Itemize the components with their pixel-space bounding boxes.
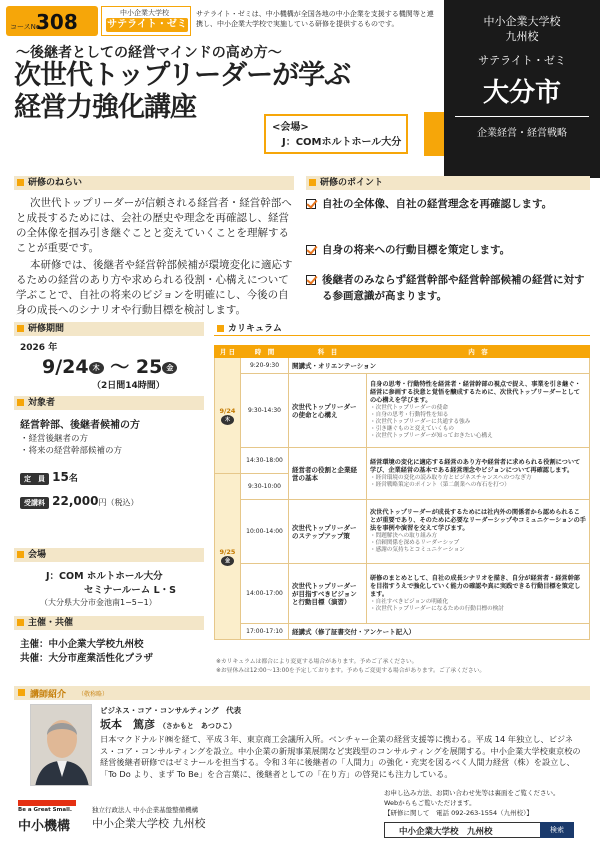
organizer-co: 共催：大分市産業活性化プラザ <box>20 653 154 664</box>
table-row: 14:30-18:00 経営者の役割と企業経営の基本 経営環境の変化に適応する経営のあり方や経営者に求められる役割について学び、企業経営の基本である経営理念やビジョンについて再確認します。 ・経営環境の変化の読み取り方とビジネスチャンスへのつなぎ方 ・経営戦略策定のポイント（第二創業への布石を打つ） <box>215 448 590 474</box>
page-title-line2: 経営力強化講座 <box>14 92 196 123</box>
city-name: 大分市 <box>482 78 561 108</box>
logo-text: 中小機構 <box>18 819 71 834</box>
accent-band <box>424 112 444 156</box>
table-row: 10:00-14:00 次世代トップリーダーのステップアップ策 次世代トップリーダーが成長するためには社内外の関係者から認められることが重要であり、そのために必要なリーダーシップやコミュニケーションの手法を事例や演習を交えて学びます。 ・問題解決への取り組み方 ・信頼関係を深めるリーダーシップ ・感謝の気持ちとコミュニケーション <box>215 500 590 564</box>
table-row: 9:30-14:30 次世代トップリーダーの使命と心構え 自身の思考・行動特性を経営者・経営幹部の視点で捉え、事業を引き継ぐ・経営に参画する決意と覚悟を醸成するために、次世代トップリーダーとしての心構えを学びます。 ・次世代トップリーダーの使命 ・自身の思考・行動特性を知る ・次世代トップリーダーに共通する強み ・引き継ぐものと変えていくもの ・次世代トップリーダーが知っておきたい心構え <box>215 374 590 448</box>
logo-mark <box>18 800 76 806</box>
aim-para1: 次世代トップリーダーが信頼される経営者・経営幹部へと成長するためには、会社の歴史や理念を再確認し、経営の全体像を掴み引き継ぐことと変えていくことを理解することが重要です。 <box>16 197 292 254</box>
org-line: 独立行政法人 中小企業基盤整備機構 <box>92 806 199 814</box>
intro-text: サテライト・ゼミは、中小機構が全国各地の中小企業を支援する機関等と連携し、中小企業大学校で実施している研修を提供するものです。 <box>196 10 434 28</box>
table-row: 14:00-17:00 次世代トップリーダーが目指すべきビジョンと行動目標（演習） 研修のまとめとして、自社の成長シナリオを描き、自分が経営者・経営幹部を目指すうえで強化していく能力の確認や真に実践できる行動目標を策定します。 ・自社すべきビジョンの明確化 ・次世代トップリーダーになるための行動目標の検討 <box>215 564 590 624</box>
category-label: 企業経営・経営戦略 <box>477 128 567 139</box>
logo-tagline: Be a Great Small. <box>18 807 72 813</box>
lecturer-photo <box>30 704 92 786</box>
zemi-label: サテライト・ゼミ <box>478 54 566 67</box>
check-icon <box>306 199 316 209</box>
point-item: 自身の将来への行動目標を策定します。 <box>306 242 586 258</box>
table-row: 9/25 金 9:30-10:00 <box>215 474 590 500</box>
course-number: 308 <box>36 10 78 34</box>
curriculum-heading: カリキュラム <box>214 322 590 336</box>
brand-top-text: 中小企業大学校 <box>120 9 169 17</box>
aim-heading: 研修のねらい <box>14 176 294 190</box>
lecturer-bio: 日本マクドナルド㈱を経て、平成３年、東京商工会議所入所。ベンチャー企業の経営支援等に携わる。平成 14 年独立し、ビジネス・コア・コンサルティングを設立。中小企業の新規事業展開など実践型のコンサルティングを展開する。中小企業大学校東京校の経営後継者研修ではゼミナールを担当する。令和３年に後継者の「人間力」の強化・充実を図るべく人間力経営（株）を設立し、「To Do より、まず To Be」を合言葉に、後継者としての「在り方」の啓発にも注力している。 <box>100 734 581 779</box>
table-header-row: 月 日 時 間 科 目 内 容 <box>215 346 590 358</box>
check-icon <box>306 245 316 255</box>
course-label: コースNo. <box>10 23 43 31</box>
divider <box>455 116 589 117</box>
day1-cell: 9/24 木 <box>215 358 241 474</box>
table-row: 9/24 木 9:20-9:30 開講式・オリエンテーション <box>215 358 590 374</box>
capacity: 定 員 15名 <box>20 470 78 485</box>
period-heading: 研修期間 <box>14 322 204 336</box>
brand-main-text: サテライト・ゼミ <box>107 19 187 30</box>
period-dates: 9/24 木 〜 25 金 <box>42 352 177 379</box>
day2-cell: 9/25 金 <box>215 474 241 640</box>
venue-line1: J：COM ホルトホール大分 <box>46 571 163 582</box>
subtitle: 〜後継者としての経営マインドの高め方〜 <box>16 45 282 61</box>
school-name: 中小企業大学校 九州校 <box>483 15 561 43</box>
point-item: 後継者のみならず経営幹部や経営幹部候補の経営に対する参画意識が高まります。 <box>306 272 586 304</box>
venue-badge-label: <会場> <box>272 122 309 133</box>
venue-badge-name: J：COMホルトホール大分 <box>282 137 402 148</box>
lecturer-name: 坂本 篤彦 （さかもと あつひこ） <box>100 718 236 731</box>
organizer-main: 主催：中小企業大学校九州校 <box>20 639 144 650</box>
curriculum-table <box>214 345 590 640</box>
search-button[interactable]: 検索 <box>540 822 574 838</box>
venue-heading: 会場 <box>14 548 204 562</box>
portrait-image <box>31 705 92 786</box>
target-heading: 対象者 <box>14 396 204 410</box>
target-list: ・経営後継者の方 ・将来の経営幹部候補の方 <box>20 434 123 456</box>
venue-line2: セミナールーム L・S <box>84 585 177 596</box>
lecturer-affiliation: ビジネス・コア・コンサルティング 代表 <box>100 706 242 715</box>
target-main: 経営幹部、後継者候補の方 <box>20 420 140 431</box>
curriculum-notes: ※カリキュラムは都合により変更する場合があります。予めご了承ください。 ※お昼休みは12:00〜13:00を予定しております。予めもご変更する場合があります。ご了承ください。 <box>216 659 486 674</box>
points-heading: 研修のポイント <box>306 176 590 190</box>
period-year: 2026 年 <box>20 343 58 353</box>
page-title-line1: 次世代トップリーダーが学ぶ <box>14 60 351 91</box>
period-duration: （2日間14時間） <box>92 381 165 391</box>
organizer-heading: 主催・共催 <box>14 616 204 630</box>
table-row: 17:00-17:10 経講式（修了証書交付・アンケート記入） <box>215 624 590 640</box>
aim-para2: 本研修では、後継者や経営幹部候補が環境変化に適応するための経営のあり方や求められる役割・心構えについて学ぶことで、自社の将来のビジョンを明確にし、今後の自身の成長へのシナリオや行動目標を検討します。 <box>16 259 293 316</box>
search-input[interactable]: 中小企業大学校 九州校 <box>384 822 574 838</box>
fee: 受講料 22,000円（税込） <box>20 494 138 509</box>
point-item: 自社の全体像、自社の経営理念を再確認します。 <box>306 196 586 212</box>
lecturer-heading: 講師紹介 （敬称略） <box>14 686 590 700</box>
venue-address: （大分県大分市金池南1−5−1） <box>40 598 157 607</box>
contact-info: お申し込み方法、お問い合わせ先等は裏面をご覧ください。 Webからもご覧いただけます。 【研修に関して 電話 092-263-1554（九州校）】 <box>384 789 560 817</box>
school-footer: 中小企業大学校 九州校 <box>92 817 206 830</box>
check-icon <box>306 275 316 285</box>
